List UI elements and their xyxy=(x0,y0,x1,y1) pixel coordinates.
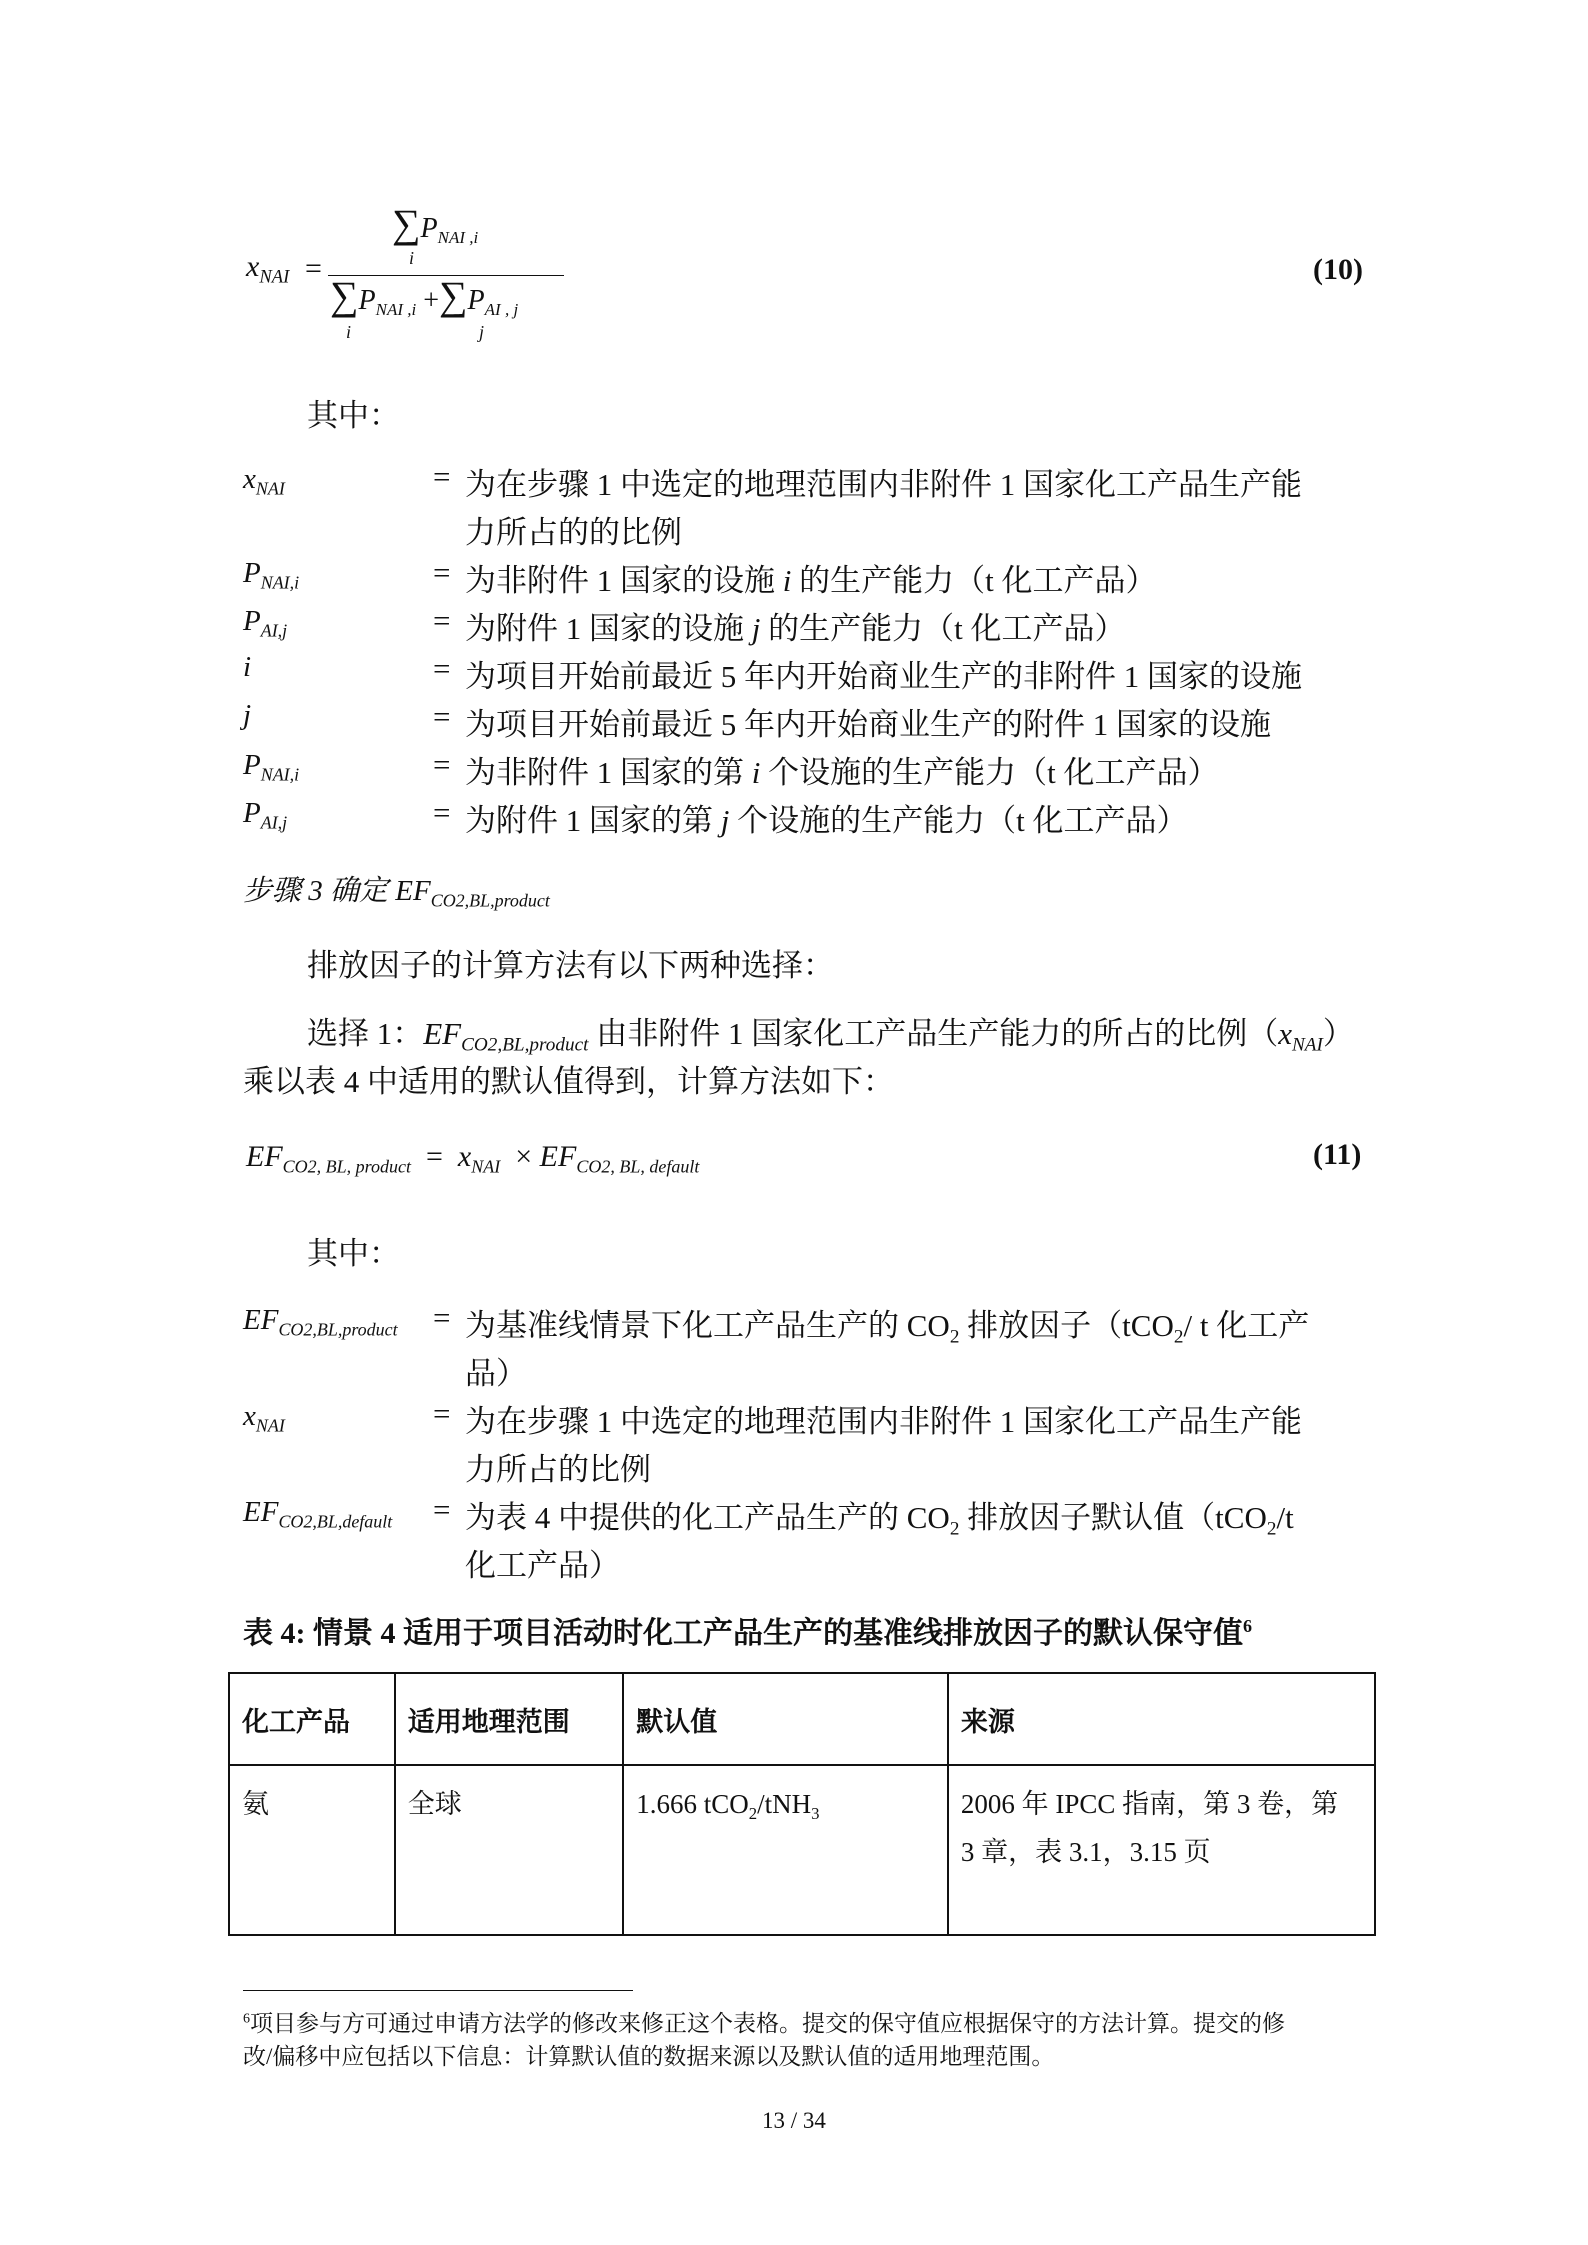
def-symbol: $P_{AI,j}$ xyxy=(243,605,288,641)
def-text: 为非附件 1 国家的设施 i 的生产能力（t 化工产品） xyxy=(465,563,1157,598)
footnote-line2: 改/偏移中应包括以下信息：计算默认值的数据来源以及默认值的适用地理范围。 xyxy=(243,2044,1055,2069)
formula10-equals: = xyxy=(305,252,322,285)
def-text-cont: 力所占的的比例 xyxy=(465,515,682,550)
paragraph-option1: 选择 1：$EF_{CO2,BL,product}$ 由非附件 1 国家化工产品生产能力的所占的比例$(x_{NAI})$ xyxy=(307,1016,1354,1056)
def-equals: = xyxy=(433,1492,451,1527)
def-text: 为附件 1 国家的设施 j 的生产能力（t 化工产品） xyxy=(465,611,1126,646)
def-equals: = xyxy=(433,1300,451,1335)
table-caption: 表 4: 情景 4 适用于项目活动时化工产品生产的基准线排放因子的默认保守值$^6$ xyxy=(243,1616,1252,1650)
def-equals: = xyxy=(433,603,451,638)
def-symbol: j xyxy=(243,699,252,731)
sigma-symbol: ∑ xyxy=(330,273,359,318)
where-label: 其中： xyxy=(307,398,400,433)
def-equals: = xyxy=(433,747,451,782)
equation-number-11: (11) xyxy=(1313,1138,1362,1171)
def-text-cont: 力所占的比例 xyxy=(465,1452,651,1487)
column-header: 来源 xyxy=(948,1673,1375,1765)
column-header: 化工产品 xyxy=(229,1673,395,1765)
step3-heading: 步骤 3 确定 $EF_{CO2,BL,product}$ xyxy=(243,875,550,911)
column-header: 默认值 xyxy=(623,1673,948,1765)
def-equals: = xyxy=(433,555,451,590)
formula10-denominator: ∑PNAI ,i +∑PAI , j xyxy=(330,273,519,319)
def-text: 为项目开始前最近 5 年内开始商业生产的非附件 1 国家的设施 xyxy=(465,659,1302,694)
formula10-num-limit: i xyxy=(409,248,415,268)
column-header: 适用地理范围 xyxy=(395,1673,624,1765)
formula10-lhs: $x_{NAI}$ xyxy=(246,250,290,288)
formula10-den-limit-j: j xyxy=(479,322,485,342)
default-values-table xyxy=(228,1672,1376,1936)
def-symbol: $EF_{CO2,BL,default}$ xyxy=(243,1496,393,1532)
cell-source: 2006 年 IPCC 指南，第 3 卷，第 3 章，表 3.1，3.15 页 xyxy=(948,1765,1375,1935)
equation-number-10: (10) xyxy=(1313,253,1363,286)
def-text: 为在步骤 1 中选定的地理范围内非附件 1 国家化工产品生产能 xyxy=(465,1404,1302,1439)
def-symbol: $P_{NAI,i}$ xyxy=(243,749,300,785)
def-equals: = xyxy=(433,459,451,494)
formula10-numerator: ∑PNAI ,i xyxy=(392,201,479,247)
def-text: 为基准线情景下化工产品生产的 $CO_2$ 排放因子（tCO$_2$/ t 化工产 xyxy=(465,1308,1310,1348)
table-row xyxy=(229,1765,1375,1935)
def-symbol: $EF_{CO2,BL,product}$ xyxy=(243,1304,398,1340)
cell-scope: 全球 xyxy=(395,1765,624,1935)
table-header-row xyxy=(229,1673,1375,1765)
def-text: 为附件 1 国家的第 j 个设施的生产能力（t 化工产品） xyxy=(465,803,1188,838)
page-number: 13 / 34 xyxy=(762,2108,826,2133)
def-text-cont: 品） xyxy=(465,1356,527,1391)
def-equals: = xyxy=(433,651,451,686)
cell-value: 1.666 tCO$_2$/tNH$_3$ xyxy=(623,1765,948,1935)
def-symbol: $P_{NAI,i}$ xyxy=(243,557,300,593)
footnote-line1: $^6$项目参与方可通过申请方法学的修改来修正这个表格。提交的保守值应根据保守的方法计算。提交的修 xyxy=(243,2011,1285,2036)
def-symbol: $x_{NAI}$ xyxy=(243,463,285,499)
def-text: 为非附件 1 国家的第 i 个设施的生产能力（t 化工产品） xyxy=(465,755,1219,790)
def-symbol: $x_{NAI}$ xyxy=(243,1400,285,1436)
def-text: 为表 4 中提供的化工产品生产的 $CO_2$ 排放因子默认值（tCO$_2$/t xyxy=(465,1500,1294,1540)
def-equals: = xyxy=(433,1396,451,1431)
sigma-symbol: ∑ xyxy=(392,201,421,246)
def-equals: = xyxy=(433,795,451,830)
paragraph-option1-cont: 乘以表 4 中适用的默认值得到，计算方法如下： xyxy=(243,1064,894,1099)
where-label: 其中： xyxy=(307,1236,400,1271)
def-symbol: $P_{AI,j}$ xyxy=(243,797,288,833)
def-text: 为在步骤 1 中选定的地理范围内非附件 1 国家化工产品生产能 xyxy=(465,467,1302,502)
cell-product: 氨 xyxy=(229,1765,395,1935)
footnote-rule xyxy=(243,1990,633,1991)
formula10-den-limit-i: i xyxy=(346,322,352,342)
def-text: 为项目开始前最近 5 年内开始商业生产的附件 1 国家的设施 xyxy=(465,707,1271,742)
paragraph-options: 排放因子的计算方法有以下两种选择： xyxy=(307,948,834,983)
def-text-cont: 化工产品） xyxy=(465,1548,620,1583)
formula11: $EF_{CO2, BL, product} = x_{NAI} \times EF_{CO2, BL, default}$ xyxy=(246,1140,700,1177)
sigma-symbol: ∑ xyxy=(439,273,468,318)
def-symbol: i xyxy=(243,651,252,683)
def-equals: = xyxy=(433,699,451,734)
